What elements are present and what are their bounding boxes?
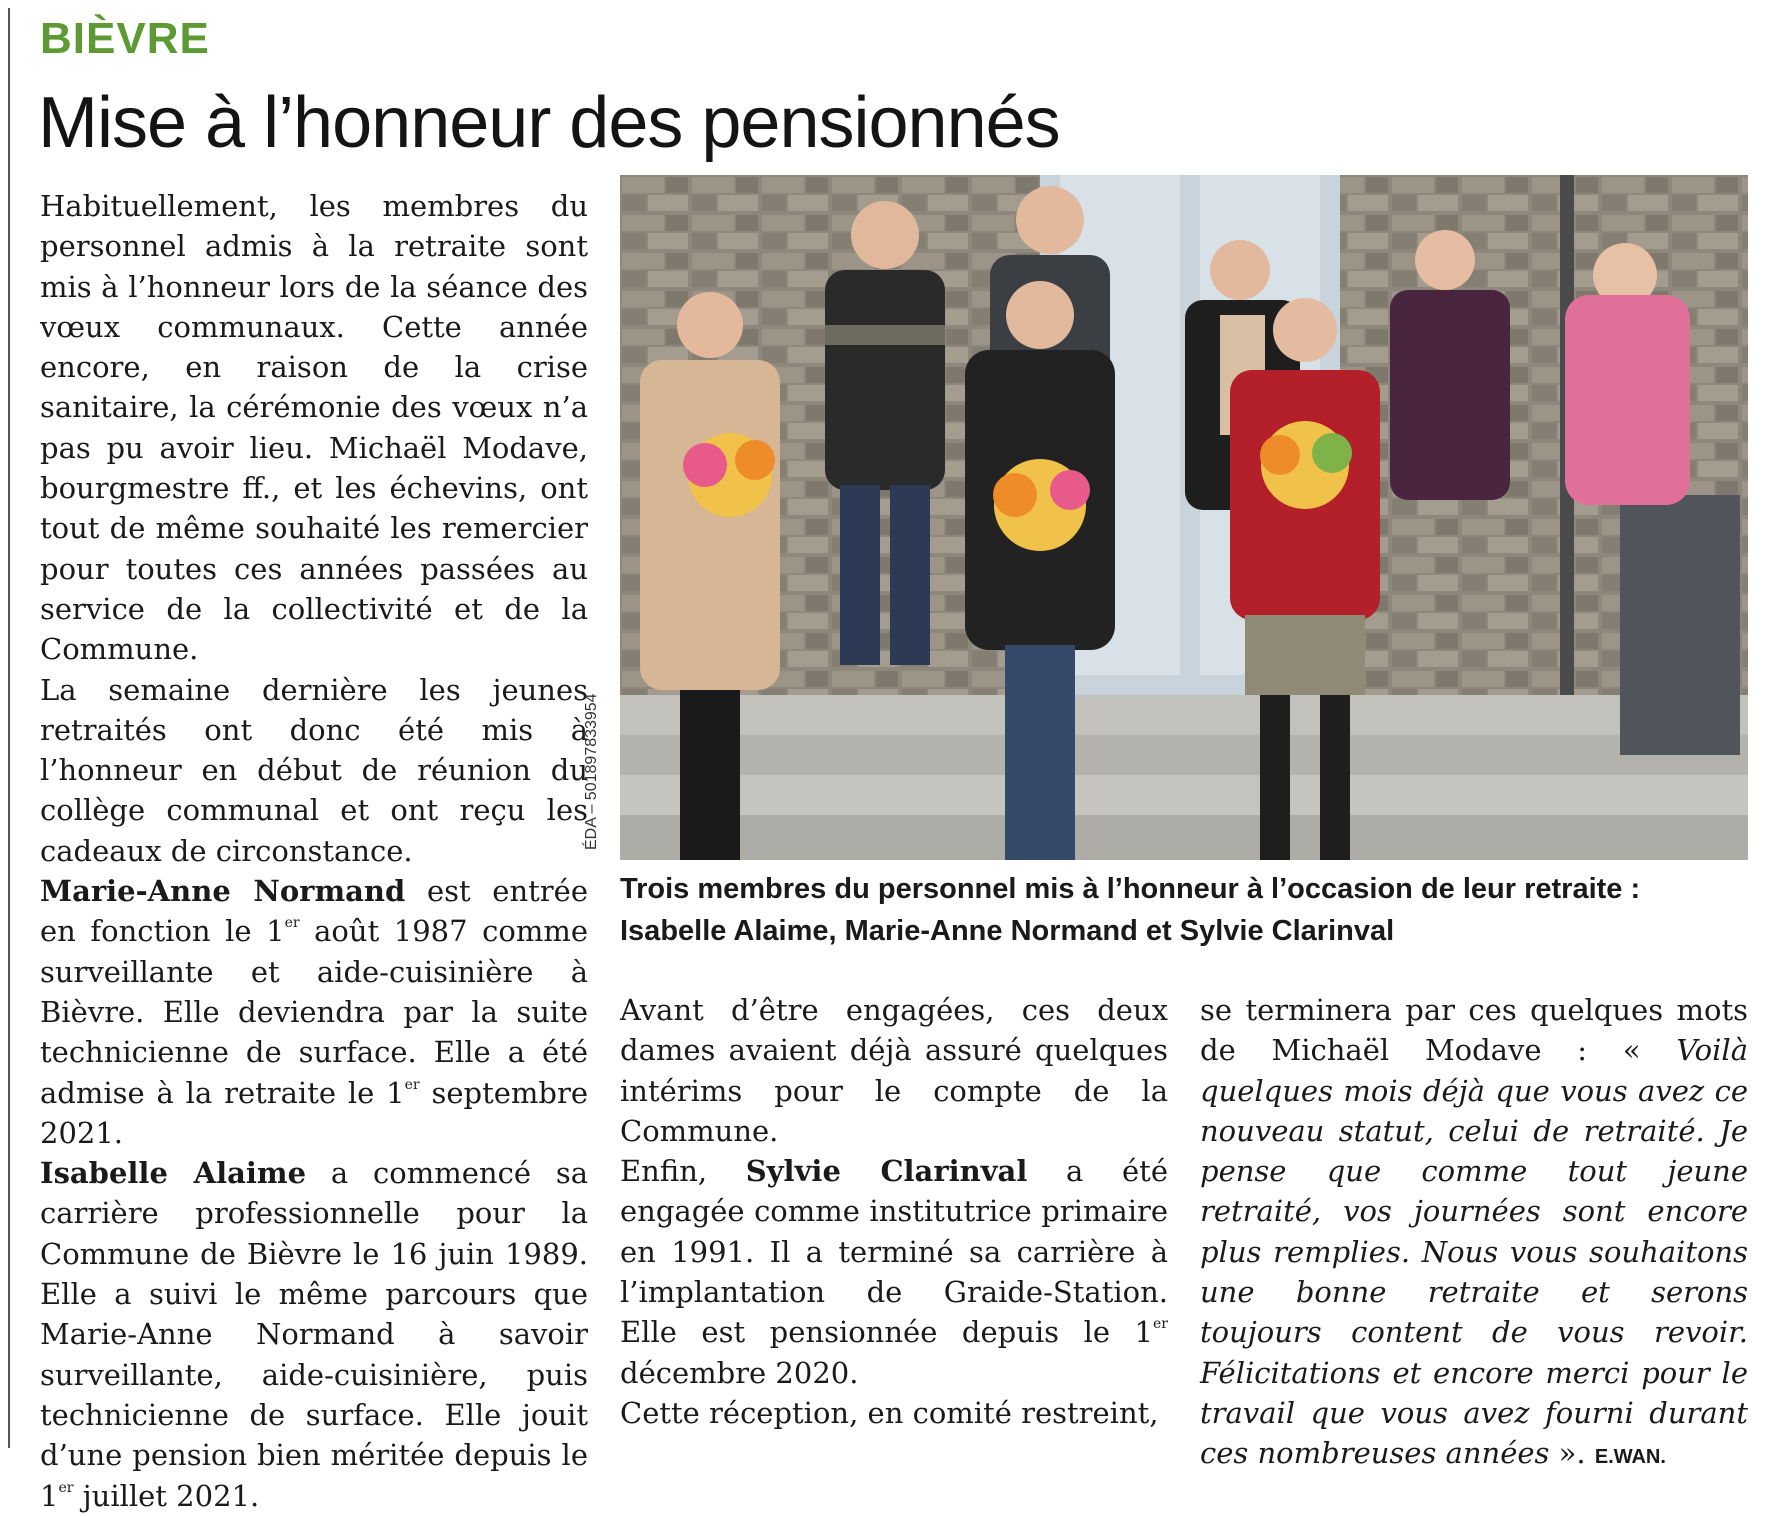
- column-rule: [8, 8, 10, 1448]
- quote-text: Voilà quelques mois déjà que vous avez ce nouveau statut, celui de retraité. Je pense que comme tout jeune retraité, vos journées sont encore plus remplies. Nous vous souhaitons une bonne retraite et serons toujours content de vous revoir. Félicitations et encore merci pour le travail que vous avez fourni durant ces nombreuses années: [1200, 1033, 1748, 1471]
- paragraph-alaime: Isabelle Alaime a commencé sa carrière professionnelle pour la Commune de Bièvre le 16 juin 1989. Elle a suivi le même parcours que Marie-Anne Normand à savoir surveillante, aide-cuisinière, puis technicienne de surface. Elle jouit d’une pension bien méritée depuis le 1er juillet 2021.: [40, 1156, 588, 1513]
- paragraph-week: La semaine dernière les jeunes retraités ont donc été mis à l’honneur en début de réunion du collège communal et ont reçu les cadeaux de circonstance.: [40, 672, 588, 868]
- name-normand: Marie-Anne Normand: [40, 874, 406, 909]
- photo-caption: Trois membres du personnel mis à l’honneur à l’occasion de leur retraite : Isabelle Alaime, Marie-Anne Normand et Sylvie Clarinval: [620, 873, 1641, 947]
- byline: E.WAN.: [1594, 1446, 1666, 1469]
- group-photo-illustration: [620, 175, 1748, 860]
- headline: Mise à l’honneur des pensionnés: [38, 83, 1060, 163]
- paragraph-interims: Avant d’être engagées, ces deux dames avaient déjà assuré quelques intérims pour le compte de la Commune.: [620, 993, 1168, 1148]
- paragraph-quote: se terminera par ces quelques mots de Michaël Modave : « Voilà quelques mois déjà que vous avez ce nouveau statut, celui de retraité. Je pense que comme tout jeune retraité, vos journées sont encore plus remplies. Nous vous souhaitons une bonne retraite et serons toujours content de vous revoir. Félicitations et encore merci pour le travail que vous avez fourni durant ces nombreuses années ». E.WAN.: [1200, 993, 1748, 1471]
- column-2: [620, 990, 1168, 1433]
- paragraph-normand: Marie-Anne Normand est entrée en fonction le 1er août 1987 comme surveillante et aide-cuisinière à Bièvre. Elle deviendra par la suite technicienne de surface. Elle a été admise à la retraite le 1er septembre 2021.: [40, 874, 589, 1150]
- column-1: [40, 186, 588, 1516]
- paragraph-clarinval: Enfin, Sylvie Clarinval a été engagée comme institutrice primaire en 1991. Il a terminé sa carrière à l’implantation de Graide-Station. Elle est pensionnée depuis le 1er décembre 2020.: [620, 1154, 1168, 1390]
- name-clarinval: Sylvie Clarinval: [745, 1154, 1028, 1189]
- paragraph-intro: Habituellement, les membres du personnel admis à la retraite sont mis à l’honneur lors de la séance des vœux communaux. Cette année encore, en raison de la crise sanitaire, la cérémonie des vœux n’a pas pu avoir lieu. Michaël Modave, bourgmestre ff., et les échevins, ont tout de même souhaité les remercier pour toutes ces années passées au service de la collectivité et de la Commune.: [40, 189, 588, 667]
- name-alaime: Isabelle Alaime: [40, 1156, 307, 1191]
- column-3: [1200, 990, 1748, 1478]
- group-photo: [620, 175, 1748, 860]
- photo-credit: ÉDA – 501897833954: [583, 693, 600, 850]
- section-kicker: BIÈVRE: [40, 14, 210, 63]
- paragraph-reception: Cette réception, en comité restreint,: [620, 1395, 1159, 1430]
